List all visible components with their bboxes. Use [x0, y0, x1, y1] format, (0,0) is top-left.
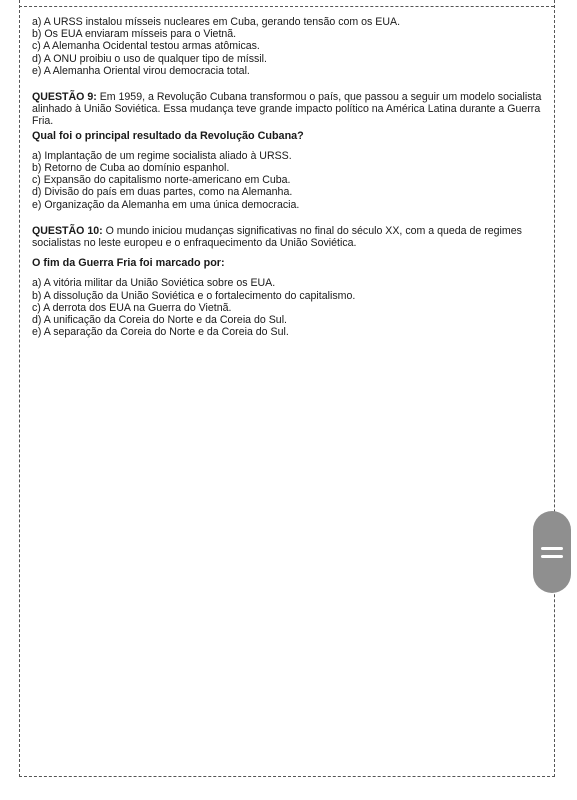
question-10-statement: [32, 225, 548, 249]
question-9: [32, 91, 548, 211]
document-content: [32, 16, 548, 348]
question-9-options: [32, 150, 548, 211]
handle-line-bottom: [541, 555, 563, 558]
question-10-text: O mundo iniciou mudanças significativas no final do século XX, com a queda de regimes socialistas no leste europeu e o enfraquecimento da União Soviética.: [32, 224, 522, 250]
option-d: d) A ONU proibiu o uso de qualquer tipo de míssil.: [32, 52, 267, 65]
question-9-statement: [32, 91, 548, 128]
question-10-prompt: O fim da Guerra Fria foi marcado por:: [32, 257, 225, 270]
question-9-prompt: Qual foi o principal resultado da Revolução Cubana?: [32, 129, 304, 142]
option-e: e) A separação da Coreia do Norte e da Coreia do Sul.: [32, 326, 289, 339]
option-d: d) Divisão do país em duas partes, como na Alemanha.: [32, 186, 293, 199]
option-c: c) A Alemanha Ocidental testou armas atômicas.: [32, 40, 260, 53]
question-9-label: QUESTÃO 9:: [32, 91, 97, 104]
option-b: b) Retorno de Cuba ao domínio espanhol.: [32, 162, 230, 175]
option-d: d) A unificação da Coreia do Norte e da Coreia do Sul.: [32, 314, 287, 327]
question-9-text: Em 1959, a Revolução Cubana transformou o país, que passou a seguir um modelo socialista alinhado à União Soviética. Essa mudança teve grande impacto político na América Latina durante a Guerra Fria.: [32, 91, 542, 128]
option-a: a) A URSS instalou mísseis nucleares em Cuba, gerando tensão com os EUA.: [32, 16, 401, 28]
question-10: [32, 225, 548, 339]
question-10-options: [32, 277, 548, 338]
option-b: b) Os EUA enviaram mísseis para o Vietnã.: [32, 28, 237, 41]
handle-line-top: [541, 547, 563, 550]
drag-handle-icon[interactable]: [533, 511, 571, 593]
option-a: a) Implantação de um regime socialista aliado à URSS.: [32, 149, 292, 162]
question-8-options: [32, 16, 548, 77]
option-e: e) Organização da Alemanha em uma única democracia.: [32, 198, 300, 211]
option-e: e) A Alemanha Oriental virou democracia total.: [32, 64, 250, 77]
option-b: b) A dissolução da União Soviética e o fortalecimento do capitalismo.: [32, 289, 356, 302]
option-a: a) A vitória militar da União Soviética sobre os EUA.: [32, 277, 276, 290]
option-c: c) Expansão do capitalismo norte-americano em Cuba.: [32, 174, 291, 187]
question-10-label: QUESTÃO 10:: [32, 224, 103, 237]
option-c: c) A derrota dos EUA na Guerra do Vietnã.: [32, 301, 232, 314]
